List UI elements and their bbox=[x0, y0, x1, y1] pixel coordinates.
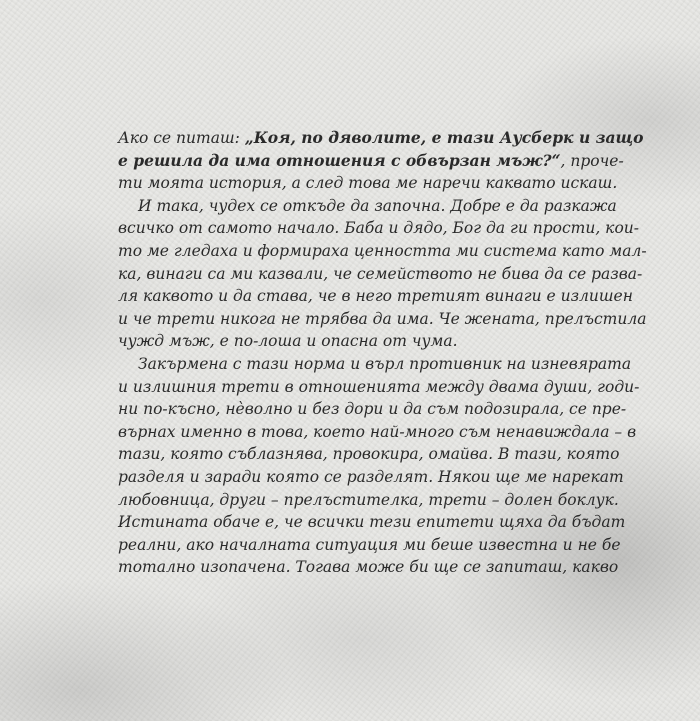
text-line bbox=[118, 172, 618, 195]
text-line bbox=[118, 534, 621, 557]
body-text: разделя и заради която се разделят. Някои ще ме нарекат bbox=[118, 467, 624, 486]
page-text bbox=[118, 127, 647, 579]
bold-quote-text: „Коя, по дяволите, е тази Аусберк и защо bbox=[244, 128, 644, 147]
body-text: чужд мъж, е по-лоша и опасна от чума. bbox=[118, 332, 458, 351]
body-text: върнах именно в това, което най-много съм ненавиждала – в bbox=[118, 422, 637, 441]
paragraph bbox=[118, 195, 647, 353]
body-text: Ако се питаш: bbox=[118, 129, 245, 147]
body-text: И така, чудех се откъде да започна. Добре е да разкажа bbox=[138, 196, 617, 215]
body-text: ти моята история, а след това ме наречи каквато искаш. bbox=[118, 174, 618, 193]
body-text: ни по-късно, нѐволно и без дори и да съм подозирала, се пре- bbox=[118, 400, 627, 419]
text-line bbox=[118, 376, 640, 399]
body-text: всичко от самото начало. Баба и дядо, Бог да ги прости, кои- bbox=[118, 219, 639, 238]
text-line bbox=[118, 150, 624, 173]
body-text: тотално изопачена. Тогава може би ще се запиташ, какво bbox=[118, 558, 619, 577]
text-line bbox=[118, 353, 632, 376]
text-line bbox=[118, 489, 619, 512]
paragraph bbox=[118, 127, 644, 195]
body-text: , проче- bbox=[560, 151, 624, 170]
body-text: и излишния трети в отношенията между двама души, годи- bbox=[118, 377, 640, 396]
body-text: реални, ако началната ситуация ми беше известна и не бе bbox=[118, 535, 621, 554]
body-text: ка, винаги са ми казвали, че семейството не бива да се разва- bbox=[118, 264, 643, 283]
text-line bbox=[118, 195, 617, 218]
text-line bbox=[118, 285, 633, 308]
text-line bbox=[118, 127, 644, 150]
text-line bbox=[118, 466, 624, 489]
bold-quote-text: е решила да има отношения с обвързан мъж?“ bbox=[118, 150, 561, 170]
text-line bbox=[118, 263, 643, 286]
text-line bbox=[118, 511, 626, 534]
body-text: Закърмена с тази норма и върл противник на изневярата bbox=[138, 354, 632, 373]
body-text: любовница, други – прелъстителка, трети – долен боклук. bbox=[118, 490, 619, 509]
body-text: и че трети никога не трябва да има. Че жената, прелъстила bbox=[118, 309, 647, 328]
body-text: Истината обаче е, че всички тези епитети щяха да бъдат bbox=[118, 513, 626, 532]
text-line bbox=[118, 240, 647, 263]
text-line bbox=[118, 443, 620, 466]
text-line bbox=[118, 330, 586, 353]
body-text: тази, която съблазнява, провокира, омайва. В тази, която bbox=[118, 445, 620, 464]
text-line bbox=[118, 308, 647, 331]
text-line bbox=[118, 421, 637, 444]
text-line bbox=[118, 556, 619, 579]
paragraph bbox=[118, 353, 640, 579]
body-text: ля каквото и да става, че в него третият винаги е излишен bbox=[118, 287, 633, 306]
text-line bbox=[118, 398, 627, 421]
body-text: то ме гледаха и формираха ценността ми система като мал- bbox=[118, 241, 647, 260]
text-line bbox=[118, 217, 639, 240]
